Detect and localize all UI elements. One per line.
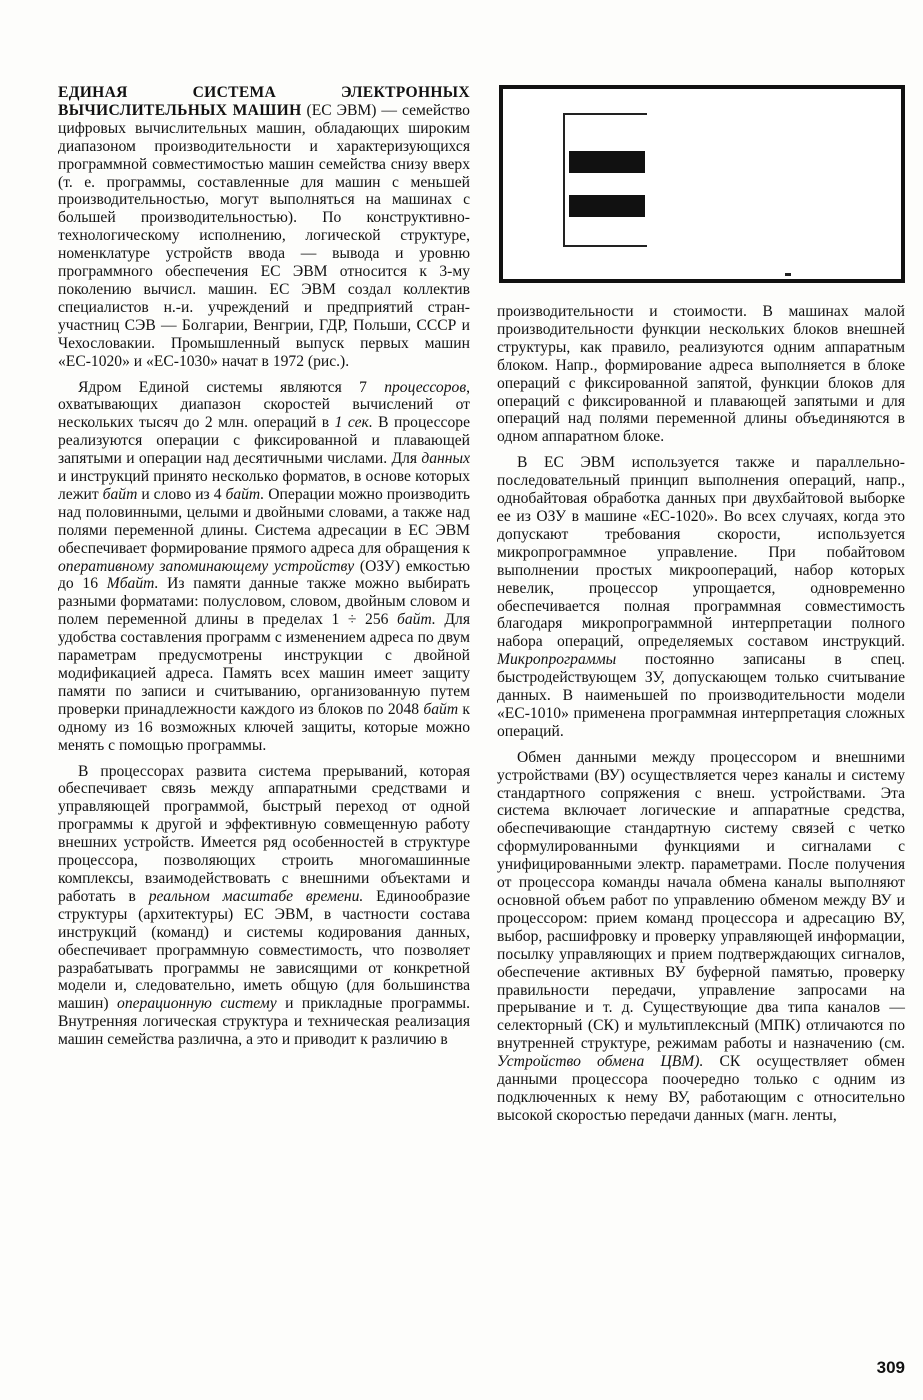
text-run: (ЕС ЭВМ) — семейство цифровых вычислительных машин, обладающих широким диапазоном производительности и характеризующихся программной совместимостью машин семейства снизу вверх (т. е. программы, составленные для машин с меньшей производительностью, могут выполняться на машинах с большей производительностью). По конструктивно-технологическому исполнению, логической структуре, номенклатуре устройств ввода — вывода и уровню программного обеспечения ЕС ЭВМ относится к 3-му поколению вычисл. машин. ЕС ЭВМ создал коллектив специалистов н.-и. учреждений и предприятий стран-участниц СЭВ — Болгарии, Венгрии, ГДР, Польши, СССР и Чехословакии. Промышленный выпуск первых машин «ЕС-1020» и «ЕС-1030» начат в 1972 (рис.). [58, 101, 470, 370]
article-heading: ЕДИНАЯ СИСТЕМА ЭЛЕКТРОННЫХ ВЫЧИСЛИТЕЛЬНЫХ МАШИН [58, 84, 470, 119]
paragraph-processors [58, 379, 470, 755]
text-run: , охватывающих диапазон скоростей вычислений от нескольких тысяч до 2 млн. операций в [58, 378, 470, 432]
paragraph-parallel [497, 454, 905, 741]
paragraph-intro [58, 84, 470, 371]
page-number: 309 [876, 1358, 905, 1377]
text-run: СК осуществляет обмен данными процессора поочередно только с одним из подключенных к нему ВУ, работающим с относительно высокой скоростью передачи данных (магн. ленты, [497, 1053, 905, 1124]
term-link[interactable]: реальном масштабе времени. [148, 887, 364, 905]
text-run: Для удобства составления программ с изменением адреса по двум параметрам предусмотрены инструкции с двойной модификацией адреса. Память всех машин имеет защиту памяти по записи и считыванию, организованную путем проверки принадлежности каждого из блоков по 2048 [58, 611, 470, 718]
paragraph-performance: производительности и стоимости. В машинах малой производительности функции нескольких блоков внешней структуры, как правило, реализуются одним аппаратным блоком. Напр., формирование адреса выполняется в блоке операций с фиксированной запятой, функции блоков для операций с фиксированной и плавающей запятыми и для операций над полями переменной длины объединяются в одном аппаратном блоке. [497, 303, 905, 446]
text-run: Единообразие структуры (архитектуры) ЕС ЭВМ, в частности состава инструкций (команд) и системы кодирования данных, обеспечивает программную совместимость, что позволяет разрабатывать программы не зависящими от конкретной модели и, следовательно, иметь общую (для большинства машин) [58, 887, 470, 1013]
term-link[interactable]: Мбайт. [106, 575, 159, 593]
logo-bar-bottom [569, 195, 645, 217]
figure-es-logo [499, 85, 905, 283]
text-run: (ОЗУ) емкостью до 16 [58, 557, 470, 593]
term-link[interactable]: Устройство обмена ЦВМ). [497, 1053, 704, 1071]
term-link[interactable]: операционную систему [117, 995, 277, 1013]
text-run: Обмен данными между процессором и внешними устройствами (ВУ) осуществляется через каналы и систему стандартного сопряжения с внеш. устройствами. Эта система включает логические и аппаратные средства, обеспечивающие стандартную систему связей с четко сформулированными функциями и сигналами с унифицированными электр. параметрами. После получения от процессора команды начала обмена каналы выполняют основной объем работ по управлению обменом между ВУ и процессором: прием команд процессора и адресацию ВУ, выбор, расшифровку и проверку управляющей информации, посылку управляющих и прием подтверждающих сигналов, обеспечение активных ВУ буферной памятью, проверку правильности передачи, управление запросами на прерывание и т. д. Существующие два типа каналов — селекторный (СК) и мультиплексный (МПК) отличаются по внутренней структуре, режимам работы и назначению (см. [497, 748, 905, 1053]
text-run: постоянно записаны в спец. быстродействующем ЗУ, допускающем только считывание данных. В наименьшей по производительности модели «ЕС-1010» применена программная интерпретация сложных операций. [497, 651, 905, 740]
text-run: и слово из 4 [137, 485, 226, 503]
text-run: Из памяти данные также можно выбирать разными форматами: полусловом, словом, двойным словом и полем переменной длины в пределах 1 ÷ 256 [58, 575, 470, 629]
text-run: к одному из 16 возможных ключей защиты, которые можно менять с помощью программы. [58, 700, 470, 754]
paragraph-exchange [497, 749, 905, 1125]
text-run: В процессорах развита система прерываний, которая обеспечивает связь между аппаратными средствами и управляющей программой, быстрый переход от одной программы к другой и эффективную совмещенную работу внешних устройств. Имеется ряд особенностей в структуре процессора, позволяющих строить многомашинные комплексы, взаимодействовать с внешними объектами и работать в [58, 762, 470, 905]
text-run: В процессоре реализуются операции с фиксированной и плавающей запятыми и операции над десятичными числами. Для [58, 414, 470, 468]
text-run: Ядром Единой системы являются 7 [78, 378, 385, 396]
left-column [58, 84, 470, 1057]
es-logo-icon [563, 113, 647, 247]
term-link[interactable]: байт [102, 485, 138, 503]
text-run: и инструкций принято несколько форматов, в основе которых лежит [58, 468, 470, 503]
term-link[interactable]: 1 сек. [334, 414, 373, 432]
text-run: В ЕС ЭВМ используется также и параллельно-последовательный принцип выполнения операций, напр., однобайтовая обработка данных при двухбайтовой выборке ее из ОЗУ в машине «ЕС-1020». Во всех случаях, когда это допускают требования скорости, используется микропрограммное управление. При побайтовом выполнении простых микроопераций, набор которых невелик, процессор упрощается, одновременно обеспечивается полная программная совместимость благодаря микропрограммной интерпретации полного набора операций, определяемых составом инструкций. [497, 454, 905, 651]
figure-mark [785, 273, 791, 276]
term-link[interactable]: процессоров [384, 378, 467, 396]
term-link[interactable]: байт. [225, 485, 265, 503]
term-link[interactable]: байт. [397, 611, 436, 629]
right-column [497, 303, 905, 1133]
text-run: Операции можно производить над половинными, целыми и двойными словами, а также над полями переменной длины. Система адресации в ЕС ЭВМ обеспечивает формирование прямого адреса для обращения к [58, 485, 470, 557]
term-link[interactable]: Микропрограммы [497, 651, 617, 669]
logo-bar-top [569, 151, 645, 173]
paragraph-interrupts [58, 763, 470, 1050]
term-link[interactable]: байт [423, 700, 459, 718]
term-link[interactable]: данных [421, 450, 470, 468]
text-run: и прикладные программы. Внутренняя логическая структура и техническая реализация машин семейства различна, а это и приводит к различию в [58, 995, 470, 1049]
term-link[interactable]: оперативному запоминающему устройству [58, 557, 355, 575]
